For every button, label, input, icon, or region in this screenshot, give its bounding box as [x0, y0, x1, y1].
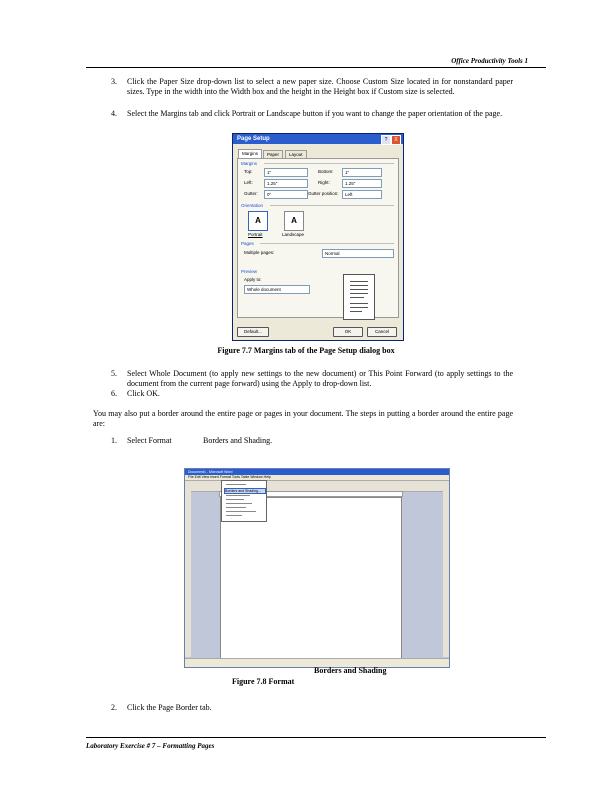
step-1-text-a: Select Format: [127, 436, 172, 445]
word-left-pane: [185, 491, 191, 657]
step-2-number: 2.: [111, 703, 117, 712]
separator: [260, 243, 394, 244]
page-setup-dialog: [232, 133, 404, 341]
figure-7-7-caption: Figure 7.7 Margins tab of the Page Setup dialog box: [217, 346, 395, 355]
step-5-number: 5.: [111, 369, 117, 378]
gutter-field[interactable]: 0": [264, 190, 308, 199]
top-margin-field[interactable]: 1": [264, 168, 308, 177]
ok-button[interactable]: OK: [333, 327, 363, 337]
running-footer: Laboratory Exercise # 7 – Formatting Pages: [86, 742, 215, 750]
default-button[interactable]: Default...: [237, 327, 269, 337]
step-6-number: 6.: [111, 389, 117, 398]
step-3-text: Click the Paper Size drop-down list to select a new paper size. Choose Custom Size located in for nonstandard paper sizes. Type in the width into the Width box and the height in the Height box if Custom size is selected.: [127, 77, 513, 96]
borders-and-shading-label: Borders and Shading...: [225, 489, 261, 493]
close-button[interactable]: X: [391, 135, 401, 145]
borders-and-shading-item[interactable]: [224, 488, 266, 494]
margins-group-label: Margins: [241, 161, 258, 166]
tab-margins[interactable]: Margins: [238, 149, 262, 159]
word-menu-bar[interactable]: File Edit View Insert Format Tools Table Window Help: [185, 475, 449, 481]
gutter-label: Gutter:: [244, 191, 258, 196]
tab-paper[interactable]: Paper: [263, 150, 283, 159]
landscape-button[interactable]: A: [284, 211, 304, 231]
left-margin-field[interactable]: 1.25": [264, 179, 308, 188]
step-1-number: 1.: [111, 436, 117, 445]
step-1-text-b: Borders and Shading.: [203, 436, 273, 445]
step-5-text: Select Whole Document (to apply new settings to the new document) or This Point Forward (to apply settings to the document from the current page forward) using the Apply to drop-down list.: [127, 369, 513, 388]
bottom-label: Bottom:: [318, 169, 334, 174]
figure-7-8-caption-b: Borders and Shading: [314, 666, 387, 675]
portrait-label: Portrait: [248, 232, 263, 237]
cancel-button[interactable]: Cancel: [367, 327, 397, 337]
help-button[interactable]: ?: [381, 135, 391, 145]
apply-to-label: Apply to:: [244, 277, 262, 282]
step-4-text: Select the Margins tab and click Portrait or Landscape button if you want to change the paper orientation of the page.: [127, 109, 503, 118]
running-header: Office Productivity Tools 1: [451, 57, 528, 65]
dialog-title-bar: [233, 134, 403, 144]
step-3-number: 3.: [111, 77, 117, 86]
word-window-screenshot: [184, 468, 450, 668]
bottom-margin-field[interactable]: 1": [342, 168, 382, 177]
word-title: Document1 - Microsoft Word: [188, 470, 233, 474]
left-label: Left:: [244, 180, 253, 185]
right-margin-field[interactable]: 1.25": [342, 179, 382, 188]
tab-layout[interactable]: Layout: [285, 150, 307, 159]
header-rule: [86, 67, 546, 68]
step-4-number: 4.: [111, 109, 117, 118]
separator: [264, 163, 394, 164]
page-preview: [343, 274, 375, 320]
right-label: Right:: [318, 180, 330, 185]
multiple-pages-label: Multiple pages:: [244, 250, 275, 255]
format-menu[interactable]: [221, 480, 267, 522]
multiple-pages-select[interactable]: Normal: [322, 249, 394, 258]
separator: [270, 205, 394, 206]
top-label: Top:: [244, 169, 253, 174]
footer-rule: [86, 737, 546, 738]
gutter-position-label: Gutter position:: [308, 191, 339, 196]
figure-7-8-caption-a: Figure 7.8 Format: [232, 677, 295, 686]
orientation-group-label: Orientation: [241, 203, 264, 208]
border-intro-paragraph: You may also put a border around the entire page or pages in your document. The steps in putting a border around the entire page are:: [93, 409, 513, 428]
landscape-label: Landscape: [282, 232, 305, 237]
step-2-text: Click the Page Border tab.: [127, 703, 212, 712]
apply-to-select[interactable]: Whole document: [244, 285, 310, 294]
pages-group-label: Pages: [241, 241, 254, 246]
word-scrollbar[interactable]: [443, 491, 449, 657]
step-6-text: Click OK.: [127, 389, 160, 398]
gutter-position-select[interactable]: Left: [342, 190, 382, 199]
portrait-button[interactable]: A: [248, 211, 268, 231]
dialog-title: Page Setup: [237, 136, 270, 142]
preview-group-label: Preview: [241, 269, 258, 274]
